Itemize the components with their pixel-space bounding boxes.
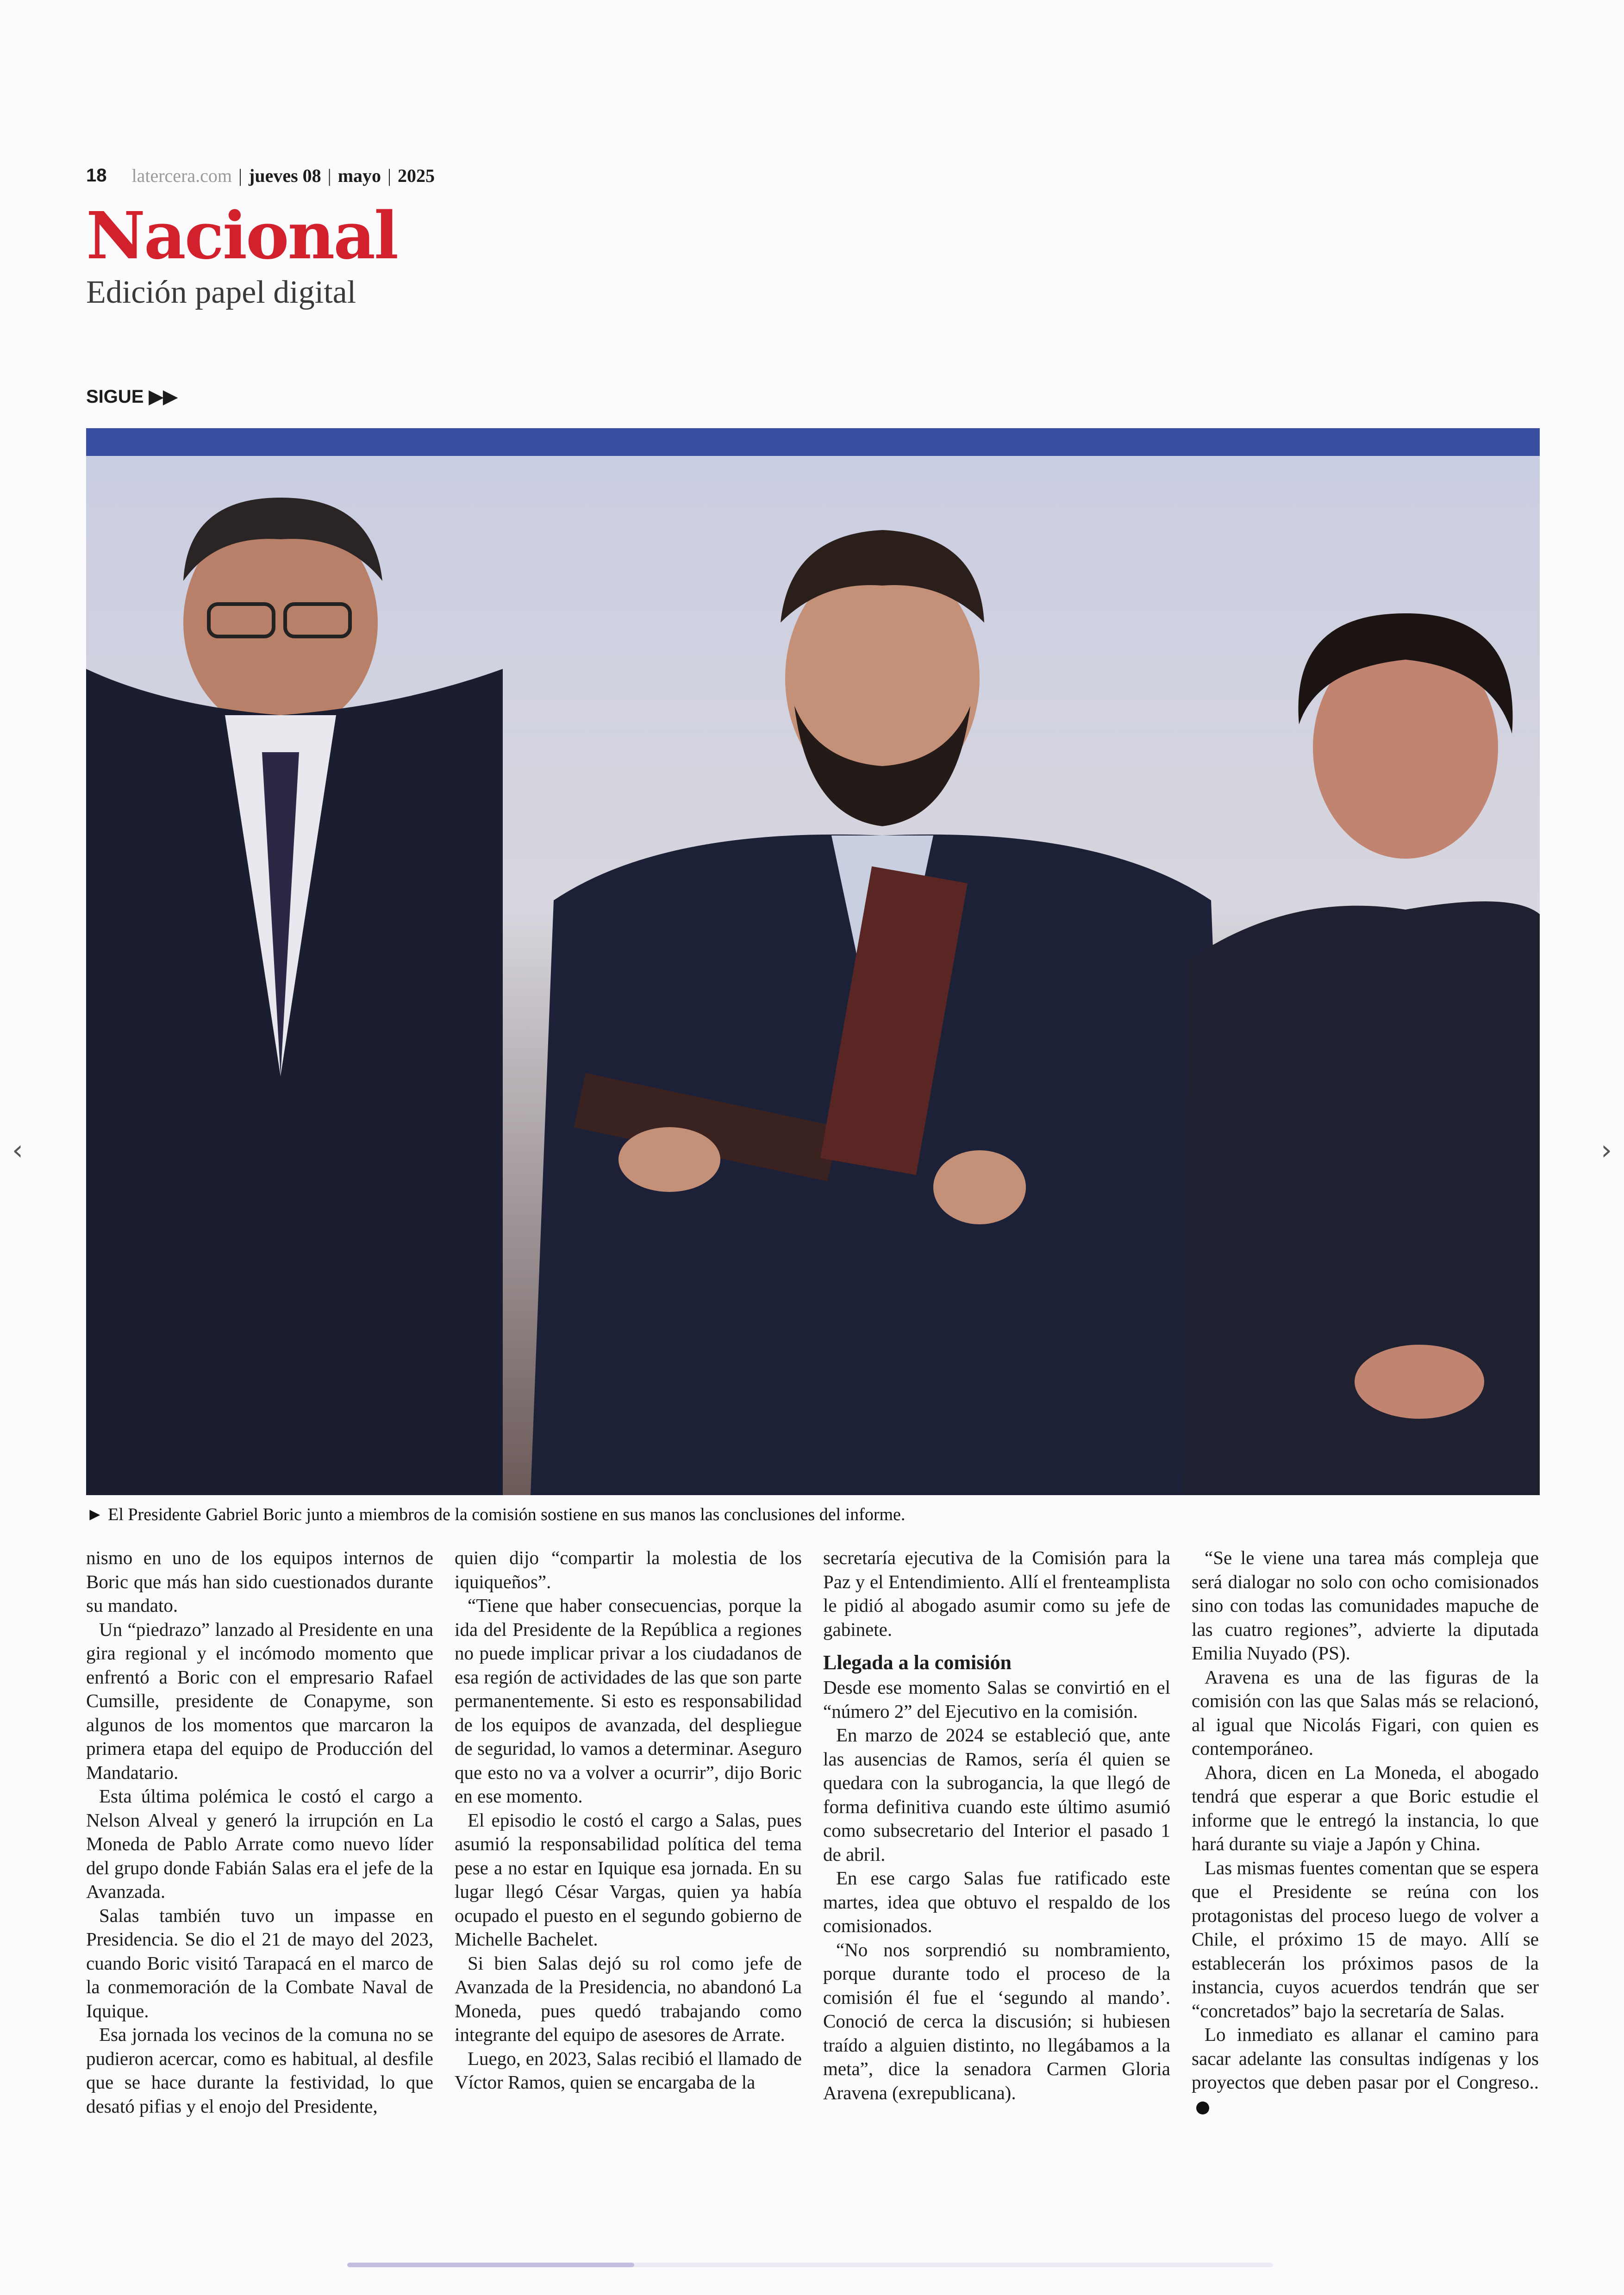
paragraph: “Tiene que haber consecuencias, porque la ida del Presidente de la República a regiones no puede implicar privar a los ciudadanos de esa región de actividades de las que son parte permanentemente. Si esto es responsabilidad de los equipos de avanzada, del despliegue de seguridad, lo vamos a determinar. Aseguro que esto no va a volver a ocurrir”, dijo Boric en ese momento.	[455, 1595, 802, 1807]
article-column-1	[86, 1546, 433, 2148]
folio-line	[86, 162, 435, 189]
paragraph: Salas también tuvo un impasse en Presidencia. Se dio el 21 de mayo del 2023, cuando Boric visitó Tarapacá en el marco de la conmemoración de la Combate Naval de Iquique.	[86, 1904, 433, 2021]
end-mark-icon	[1196, 2102, 1209, 2114]
paragraph: Aravena es una de las figuras de la comisión con las que Salas más se relacionó, al igual que Nicolás Figari, con quien es contemporáneo.	[1192, 1666, 1539, 1759]
sigue-label: SIGUE ▶▶	[86, 387, 178, 407]
paragraph: Un “piedrazo” lanzado al Presidente en una gira regional y el incómodo momento que enfrentó a Boric con el empresario Rafael Cumsille, presidente de Conapyme, son algunos de los momentos que marcaron la primera etapa del equipo de Producción del Mandatario.	[86, 1618, 433, 1783]
paragraph: Ahora, dicen en La Moneda, el abogado tendrá que esperar a que Boric estudie el informe que le entregó la instancia, lo que hará durante su viaje a Japón y China.	[1192, 1761, 1539, 1854]
paragraph: Esta última polémica le costó el cargo a Nelson Alveal y generó la irrupción en La Moneda de Pablo Arrate como nuevo líder del grupo donde Fabián Salas era el jefe de la Avanzada.	[86, 1785, 433, 1902]
paragraph: “No nos sorprendió su nombramiento, porque durante todo el proceso de la comisión él fue el ‘segundo al mando’. Conoció de cerca la discusión; si hubiesen traído a alguien distinto, no llegábamos a la meta”, dice la senadora Carmen Gloria Aravena (exrepublicana).	[823, 1939, 1170, 2103]
subheading: Llegada a la comisión	[823, 1651, 1012, 1674]
folio-separator: |	[327, 165, 331, 186]
paragraph: Luego, en 2023, Salas recibió el llamado de Víctor Ramos, quien se encargaba de la	[455, 2047, 802, 2093]
paragraph: “Se le viene una tarea más compleja que será dialogar no solo con ocho comisionados sino con todas las comunidades mapuche de las cuatro regiones”, advierte la diputada Emilia Nuyado (PS).	[1192, 1547, 1539, 1664]
paragraph-text: Lo inmediato es allanar el camino para sacar adelante las consultas indígenas y los proyectos que deben pasar por el Congreso..	[1192, 2024, 1539, 2093]
photo-caption: ► El Presidente Gabriel Boric junto a miembros de la comisión sostiene en sus manos las conclusiones del informe.	[86, 1505, 906, 1524]
paragraph: Esa jornada los vecinos de la comuna no se pudieron acercar, como es habitual, al desfile que se hace durante la festividad, lo que desató pifias y el enojo del Presidente,	[86, 2024, 433, 2117]
folio-separator: |	[387, 165, 392, 186]
photo-placeholder	[86, 428, 1540, 1495]
page-scrollbar-thumb[interactable]	[347, 2263, 634, 2267]
section-subtitle: Edición papel digital	[86, 274, 356, 310]
paragraph: En marzo de 2024 se estableció que, ante las ausencias de Ramos, sería él quien se quedara con la subrogancia, la que llegó de forma definitiva cuando este último asumió como subsecretario del Interior el pasado 1 de abril.	[823, 1724, 1170, 1865]
site-name: latercera.com	[131, 165, 232, 186]
article-column-3	[823, 1546, 1170, 2148]
article-body	[86, 1546, 1540, 2148]
prev-page-button[interactable]: ‹	[12, 1134, 23, 1166]
article-column-4	[1192, 1546, 1539, 2148]
folio-month: mayo	[337, 165, 381, 186]
paragraph: Las mismas fuentes comentan que se espera que el Presidente se reúna con los protagonistas del proceso luego de volver a Chile, el próximo 15 de mayo. Allí se establecerán los próximos pasos de la instancia, cuyos acuerdos tendrán que ser “concretados” bajo la secretaría de Salas.	[1192, 1857, 1539, 2021]
paragraph: Si bien Salas dejó su rol como jefe de Avanzada de la Presidencia, no abandonó La Moneda, pues quedó trabajando como integrante del equipo de asesores de Arrate.	[455, 1952, 802, 2045]
page-number: 18	[86, 165, 107, 186]
folio-separator: |	[238, 165, 243, 186]
paragraph: secretaría ejecutiva de la Comisión para la Paz y el Entendimiento. Allí el frenteamplista le pidió al abogado asumir como su jefe de gabinete.	[823, 1547, 1170, 1640]
next-page-button[interactable]: ›	[1601, 1134, 1612, 1166]
lead-photo	[86, 428, 1540, 1495]
paragraph	[1192, 2023, 1539, 2118]
paragraph: Desde ese momento Salas se convirtió en el “número 2” del Ejecutivo en la comisión.	[823, 1677, 1170, 1722]
section-title: Nacional	[86, 198, 398, 274]
paragraph: quien dijo “compartir la molestia de los iquiqueños”.	[455, 1547, 802, 1592]
folio-day: jueves 08	[249, 165, 321, 186]
folio-year: 2025	[398, 165, 435, 186]
paragraph: El episodio le costó el cargo a Salas, pues asumió la responsabilidad política del tema pese a no estar en Iquique esa jornada. En su lugar llegó César Vargas, quien ya había ocupado el puesto en el segundo gobierno de Michelle Bachelet.	[455, 1809, 802, 1950]
paragraph: nismo en uno de los equipos internos de Boric que más han sido cuestionados durante su mandato.	[86, 1547, 433, 1616]
paragraph: En ese cargo Salas fue ratificado este martes, idea que obtuvo el respaldo de los comisionados.	[823, 1867, 1170, 1936]
article-column-2	[455, 1546, 802, 2148]
